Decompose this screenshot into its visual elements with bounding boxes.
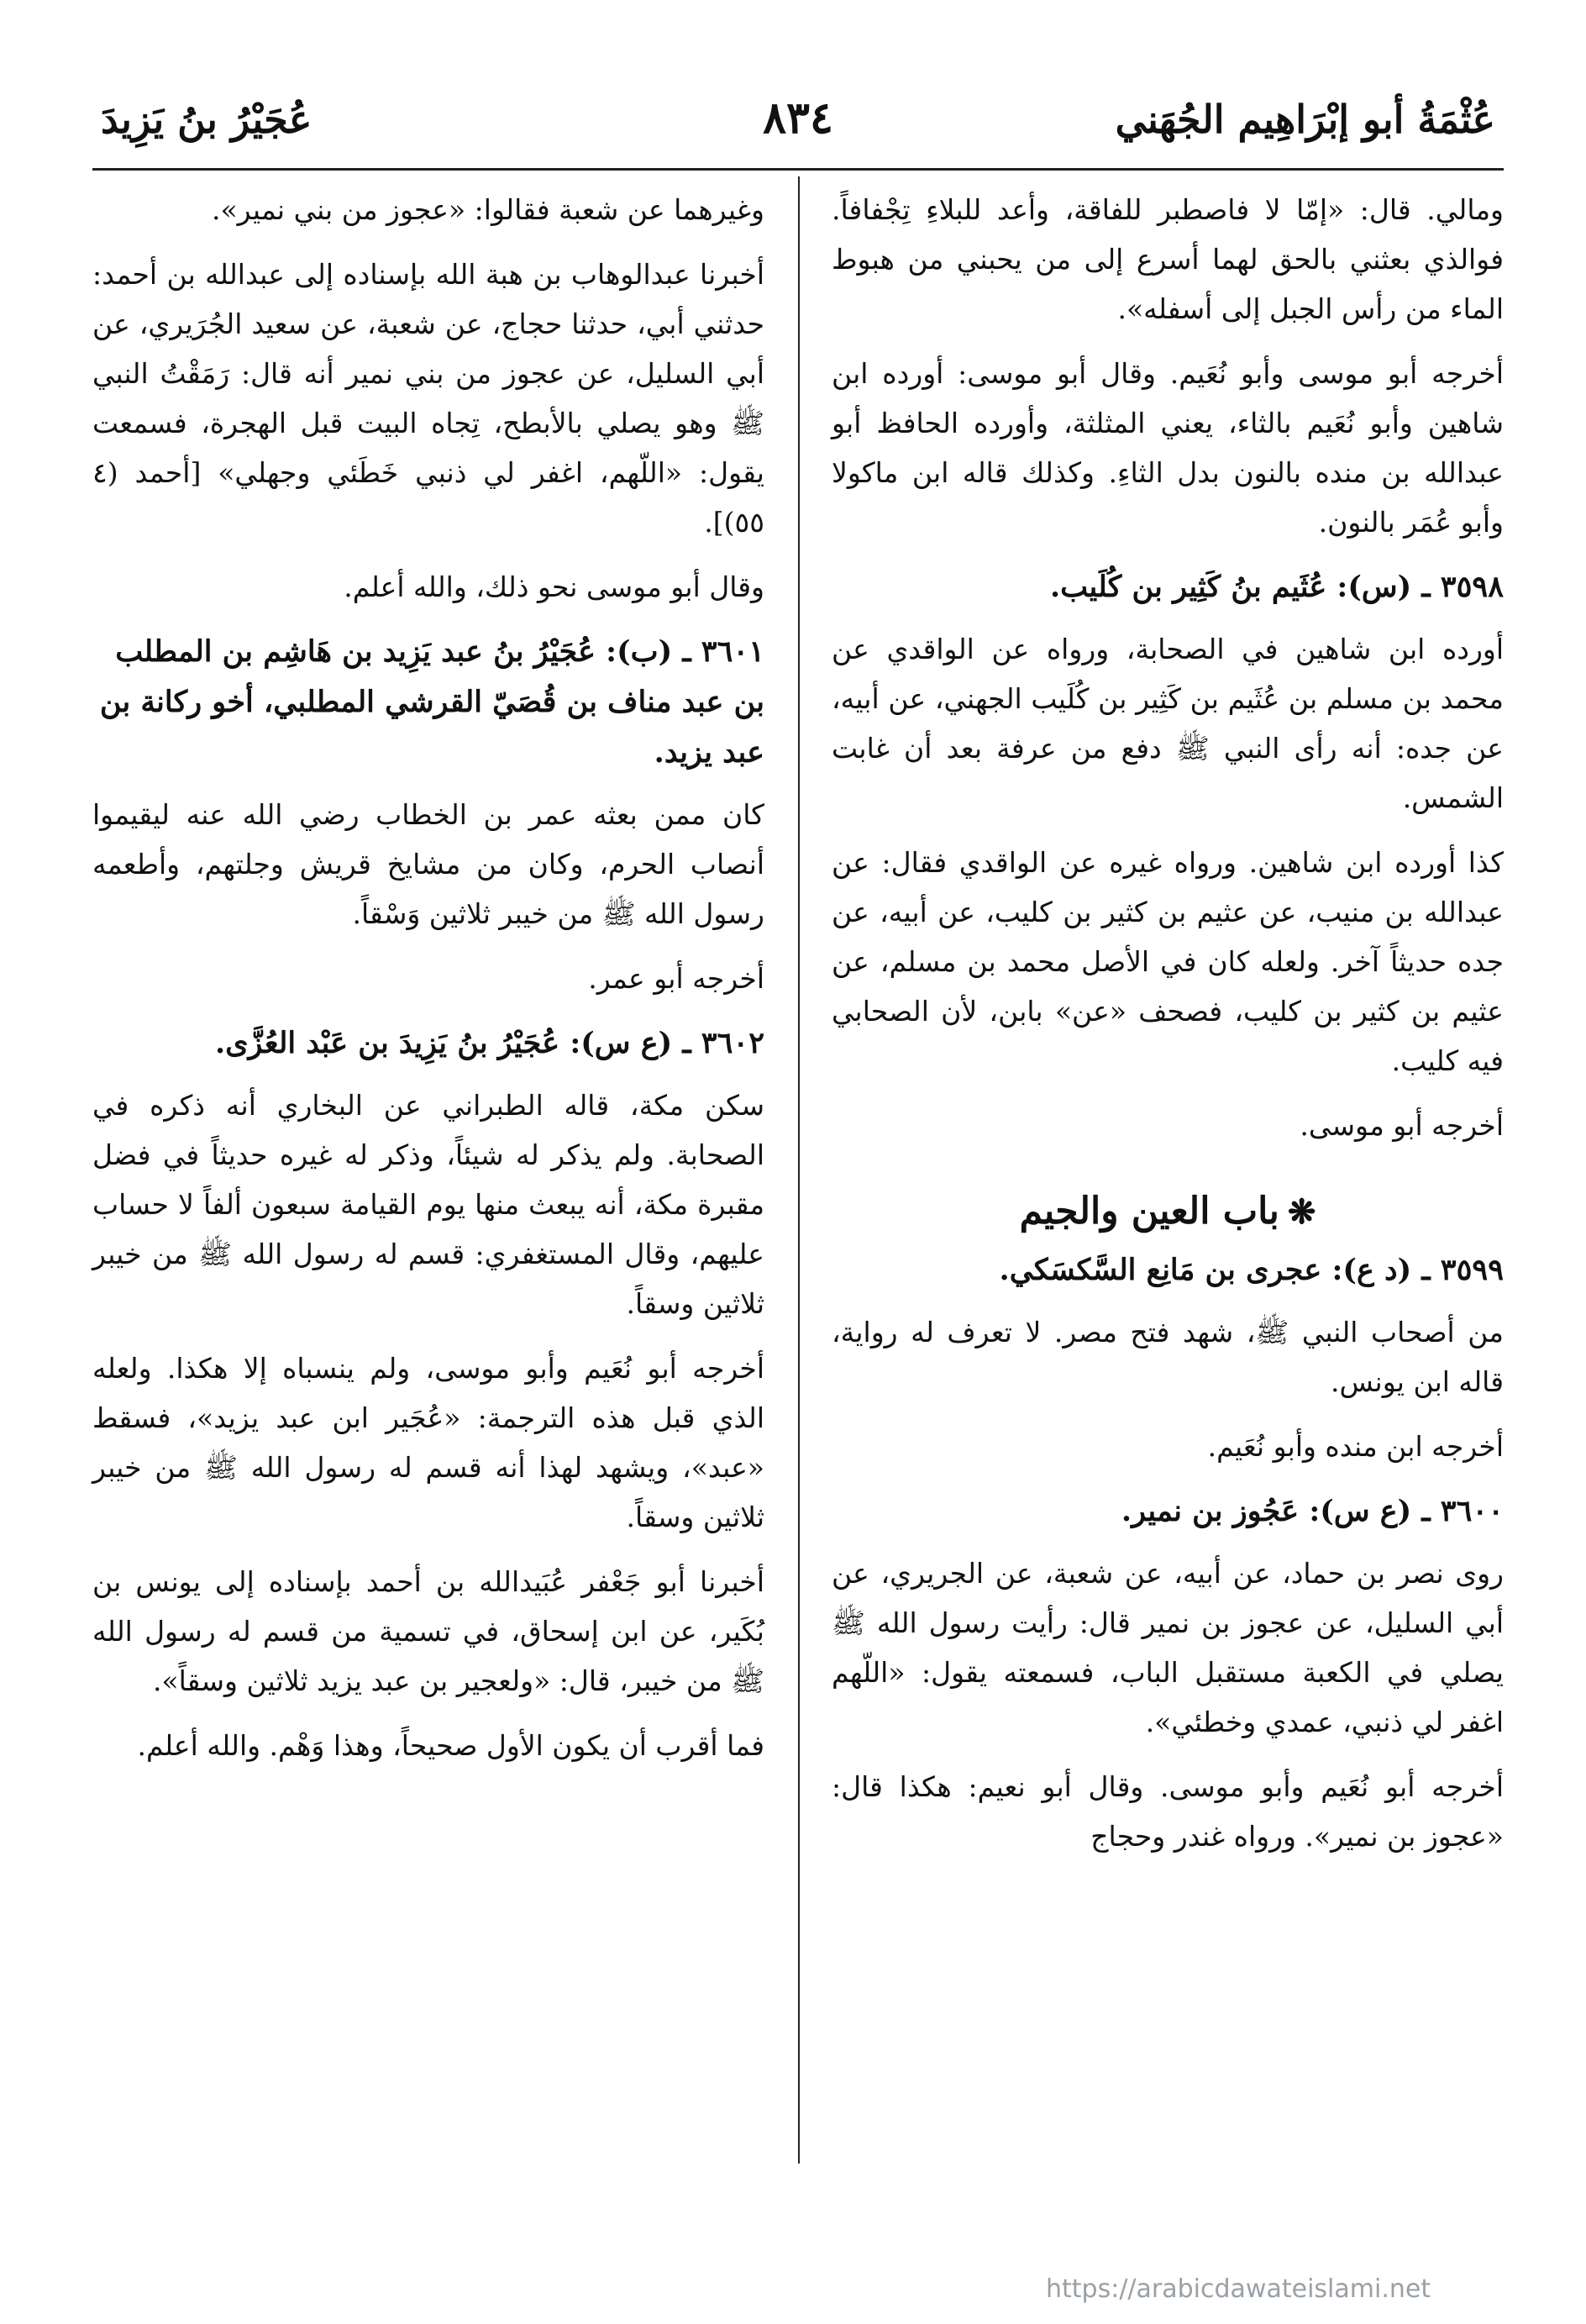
- paragraph: سكن مكة، قاله الطبراني عن البخاري أنه ذكره في الصحابة. ولم يذكر له شيئاً، وذكر له غيره حديثاً في فضل مقبرة مكة، أنه يبعث منها يوم القيامة سبعون ألفاً لا حساب عليهم، وقال المستغفري: قسم له رسول الله ﷺ من خيبر ثلاثين وسقاً.: [92, 1089, 764, 1320]
- running-header: [92, 80, 1504, 171]
- paragraph: روى نصر بن حماد، عن أبيه، عن شعبة، عن الجريري، عن أبي السليل، عن عجوز بن نمير قال: رأيت رسول الله ﷺ يصلي في الكعبة مستقبل الباب، فسمعته يقول: «اللّهم اغفر لي ذنبي، عمدي وخطئي».: [832, 1557, 1504, 1738]
- book-page: [92, 80, 1504, 2231]
- paragraph: من أصحاب النبي ﷺ، شهد فتح مصر. لا تعرف له رواية، قاله ابن يونس.: [832, 1316, 1504, 1398]
- entry-heading: ٣٥٩٩ ـ (د ع): عجرى بن مَانِع السَّكسَكي.: [999, 1253, 1504, 1287]
- paragraph: ومالي. قال: «إمّا لا فاصطبر للفاقة، وأعد للبلاءِ تِجْفافاً. فوالذي بعثني بالحق لهما أسرع إلى من يحبني من هبوط الماء من رأس الجبل إلى أسفله».: [832, 193, 1504, 325]
- paragraph: أخبرنا عبدالوهاب بن هبة الله بإسناده إلى عبدالله بن أحمد: حدثني أبي، حدثنا حجاج، عن شعبة، عن سعيد الجُرَيري، عن أبي السليل، عن عجوز من بني نمير أنه قال: رَمَقْتُ النبي ﷺ وهو يصلي بالأبطح، تِجاه البيت قبل الهجرة، فسمعت يقول: «اللّهم، اغفر لي ذنبي خَطَئي وجهلي» [أحمد (٤ ٥٥)].: [92, 258, 764, 539]
- entry-heading: ٣٦٠٢ ـ (ع س): عُجَيْرُ بنُ يَزِيدَ بن عَبْد العُزَّى.: [214, 1026, 764, 1060]
- paragraph: أخرجه أبو نُعَيم وأبو موسى. وقال أبو نعيم: هكذا قال: «عجوز بن نمير». ورواه غندر وحجاج: [832, 1770, 1504, 1853]
- entry-heading: ٣٦٠١ ـ (ب): عُجَيْرُ بنُ عبد يَزِيد بن هَاشِم بن المطلب بن عبد مناف بن قُصَيّ القرشي المطلبي، أخو ركانة بن عبد يزيد.: [99, 634, 764, 770]
- paragraph: وغيرهما عن شعبة فقالوا: «عجوز من بني نمير».: [212, 193, 764, 226]
- left-column: [92, 185, 764, 1785]
- header-title-left: عُجَيْرُ بنُ يَزِيدَ: [101, 97, 312, 142]
- paragraph: أخبرنا أبو جَعْفر عُبَيدالله بن أحمد بإسناده إلى يونس بن بُكَير، عن ابن إسحاق، في تسمية من قسم له رسول الله ﷺ من خيبر، قال: «ولعجير بن عبد يزيد ثلاثين وسقاً».: [92, 1565, 764, 1697]
- page-number: ٨٣٤: [763, 92, 833, 144]
- chapter-heading-text: باب العين والجيم: [1019, 1190, 1279, 1233]
- paragraph: أخرجه ابن منده وأبو نُعَيم.: [1207, 1430, 1504, 1463]
- entry-heading: ٣٥٩٨ ـ (س): عُثَيم بنُ كَثِير بن كُلَيب.: [1049, 570, 1504, 604]
- right-column: [832, 185, 1504, 1876]
- paragraph: أخرجه أبو موسى وأبو نُعَيم. وقال أبو موسى: أورده ابن شاهين وأبو نُعَيم بالثاء، يعني المثلثة، وأورده الحافظ أبو عبدالله بن منده بالنون بدل الثاءِ. وكذلك قاله ابن ماكولا وأبو عُمَر بالنون.: [832, 357, 1504, 539]
- column-divider: [798, 176, 800, 2164]
- paragraph: أخرجه أبو عمر.: [588, 962, 764, 995]
- paragraph: كان ممن بعثه عمر بن الخطاب رضي الله عنه ليقيموا أنصاب الحرم، وكان من مشايخ قريش وجلتهم، وأطعمه رسول الله ﷺ من خيبر ثلاثين وَسْقاً.: [92, 798, 764, 930]
- paragraph: كذا أورده ابن شاهين. ورواه غيره عن الواقدي فقال: عن عبدالله بن منيب، عن عثيم بن كثير بن كليب، عن أبيه، عن جده حديثاً آخر. ولعله كان في الأصل محمد بن مسلم، عن عثيم بن كثير بن كليب، فصحف «عن» بابن، لأن الصحابي فيه كليب.: [832, 846, 1504, 1077]
- watermark-url: https://arabicdawateislami.net: [1046, 2274, 1431, 2304]
- ornament-star-icon: ❋: [1287, 1192, 1316, 1232]
- paragraph: فما أقرب أن يكون الأول صحيحاً، وهذا وَهْم. والله أعلم.: [137, 1729, 764, 1762]
- entry-heading: ٣٦٠٠ ـ (ع س): عَجُوز بن نمير.: [1121, 1494, 1504, 1528]
- paragraph: أخرجه أبو موسى.: [1300, 1109, 1504, 1142]
- paragraph: أورده ابن شاهين في الصحابة، ورواه عن الواقدي عن محمد بن مسلم بن عُثَيم بن كَثِير بن كُلَيب الجهني، عن أبيه، عن جده: أنه رأى النبي ﷺ دفع من عرفة بعد أن غابت الشمس.: [832, 633, 1504, 814]
- header-title-right: عُثْمَةُ أبو إبْرَاهِيم الجُهَني: [1115, 97, 1495, 142]
- paragraph: أخرجه أبو نُعَيم وأبو موسى، ولم ينسباه إلا هكذا. ولعله الذي قبل هذه الترجمة: «عُجَير ابن عبد يزيد»، فسقط «عبد»، ويشهد لهذا أنه قسم له رسول الله ﷺ من خيبر ثلاثين وسقاً.: [92, 1352, 764, 1533]
- paragraph: وقال أبو موسى نحو ذلك، والله أعلم.: [344, 570, 764, 603]
- chapter-heading: [832, 1182, 1504, 1242]
